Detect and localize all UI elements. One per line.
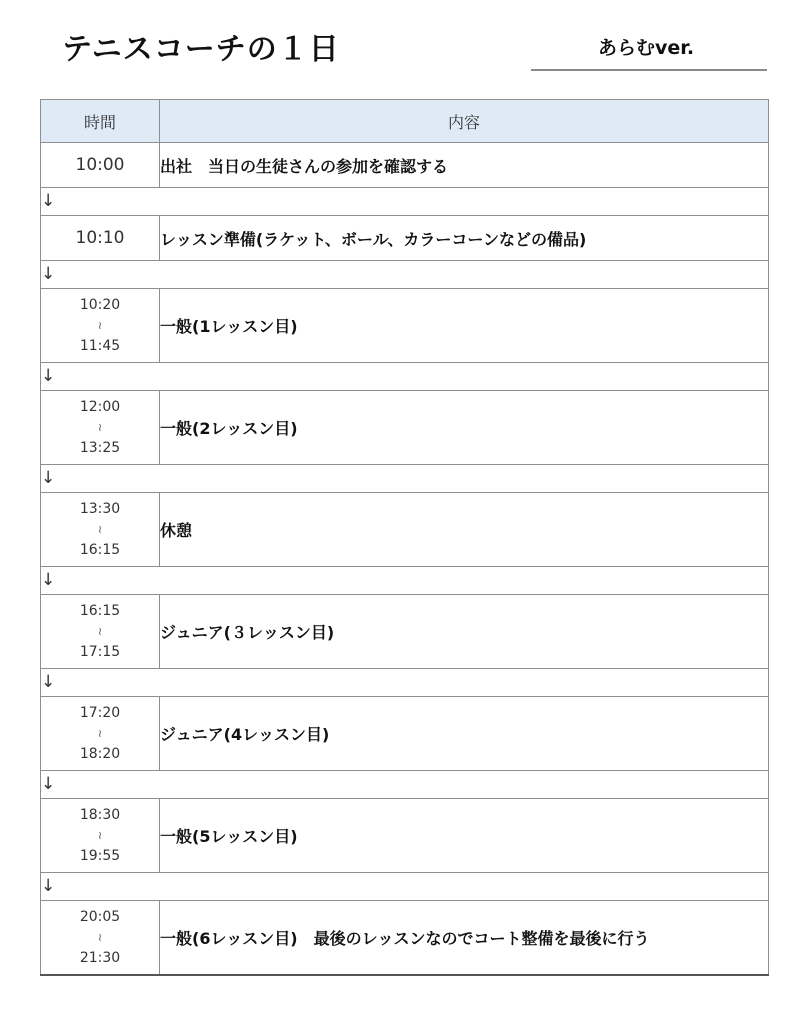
- down-arrow-icon: ↓: [41, 873, 769, 901]
- row-end-time: 18:20: [79, 746, 121, 762]
- row-content: 一般(6レッスン目) 最後のレッスンなのでコート整備を最後に行う: [160, 901, 769, 976]
- table-row: [41, 289, 769, 363]
- row-time-range: [41, 493, 160, 567]
- tilde-icon: ≀: [97, 727, 103, 740]
- row-content: ジュニア(３レッスン目): [160, 595, 769, 669]
- row-end-time: 17:15: [79, 644, 121, 660]
- author-underline: [531, 69, 767, 71]
- table-row: [41, 391, 769, 465]
- row-content: 休憩: [160, 493, 769, 567]
- table-row: [41, 595, 769, 669]
- arrow-row: [41, 567, 769, 595]
- down-arrow-icon: ↓: [41, 465, 769, 493]
- table-row: [41, 901, 769, 976]
- row-end-time: 19:55: [79, 848, 121, 864]
- down-arrow-icon: ↓: [41, 363, 769, 391]
- row-start-time: 16:15: [79, 603, 121, 619]
- table-row: [41, 799, 769, 873]
- arrow-row: [41, 261, 769, 289]
- down-arrow-icon: ↓: [41, 188, 769, 216]
- tilde-icon: ≀: [97, 625, 103, 638]
- arrow-row: [41, 873, 769, 901]
- down-arrow-icon: ↓: [41, 567, 769, 595]
- row-time-range: [41, 799, 160, 873]
- arrow-row: [41, 188, 769, 216]
- table-row: [41, 493, 769, 567]
- tilde-icon: ≀: [97, 829, 103, 842]
- tilde-icon: ≀: [97, 523, 103, 536]
- row-start-time: 17:20: [79, 705, 121, 721]
- row-start-time: 18:30: [79, 807, 121, 823]
- tilde-icon: ≀: [97, 319, 103, 332]
- arrow-row: [41, 363, 769, 391]
- column-header-time: 時間: [41, 100, 160, 143]
- column-header-content: 内容: [160, 100, 769, 143]
- tilde-icon: ≀: [97, 421, 103, 434]
- row-content: レッスン準備(ラケット、ボール、カラーコーンなどの備品): [160, 216, 769, 261]
- down-arrow-icon: ↓: [41, 771, 769, 799]
- schedule-table: [40, 99, 769, 976]
- table-header-row: [41, 100, 769, 143]
- tilde-icon: ≀: [97, 931, 103, 944]
- row-time-range: [41, 391, 160, 465]
- row-end-time: 11:45: [79, 338, 121, 354]
- table-row: [41, 697, 769, 771]
- down-arrow-icon: ↓: [41, 669, 769, 697]
- row-start-time: 13:30: [79, 501, 121, 517]
- row-start-time: 12:00: [79, 399, 121, 415]
- table-row: [41, 216, 769, 261]
- row-time: 10:00: [41, 143, 160, 188]
- row-content: 出社 当日の生徒さんの参加を確認する: [160, 143, 769, 188]
- row-time-range: [41, 289, 160, 363]
- row-content: 一般(5レッスン目): [160, 799, 769, 873]
- row-content: 一般(1レッスン目): [160, 289, 769, 363]
- row-time-range: [41, 901, 160, 976]
- row-time-range: [41, 697, 160, 771]
- table-row: [41, 143, 769, 188]
- down-arrow-icon: ↓: [41, 261, 769, 289]
- author-version: あらむver.: [598, 37, 695, 59]
- row-end-time: 16:15: [79, 542, 121, 558]
- row-time-range: [41, 595, 160, 669]
- page-title: テニスコーチの１日: [62, 32, 340, 67]
- row-content: ジュニア(4レッスン目): [160, 697, 769, 771]
- row-time: 10:10: [41, 216, 160, 261]
- row-end-time: 21:30: [79, 950, 121, 966]
- arrow-row: [41, 669, 769, 697]
- row-start-time: 10:20: [79, 297, 121, 313]
- row-content: 一般(2レッスン目): [160, 391, 769, 465]
- row-start-time: 20:05: [79, 909, 121, 925]
- arrow-row: [41, 465, 769, 493]
- row-end-time: 13:25: [79, 440, 121, 456]
- arrow-row: [41, 771, 769, 799]
